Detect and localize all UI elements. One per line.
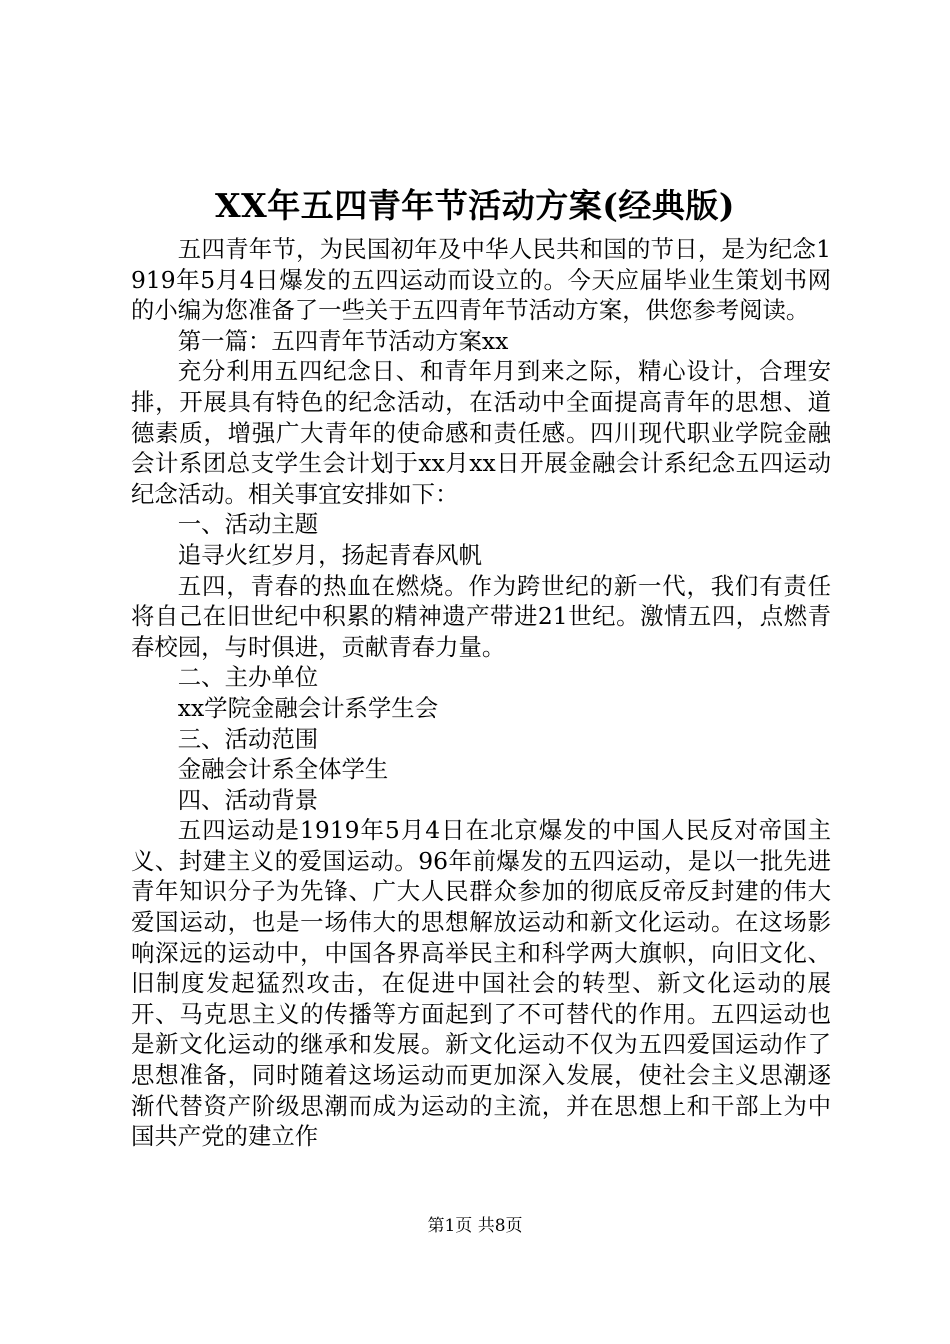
section-heading-organizer: 二、主办单位 bbox=[177, 663, 319, 692]
paragraph-intro: 五四青年节，为民国初年及中华人民共和国的节日，是为纪念1919年5月4日爆发的五四运动而设立的。今天应届毕业生策划书网的小编为您准备了一些关于五四青年节活动方案，供您参考阅读。 bbox=[131, 235, 831, 325]
paragraph-organizer: xx学院金融会计系学生会 bbox=[177, 693, 439, 722]
paragraph-scope: 金融会计系全体学生 bbox=[177, 755, 389, 784]
section-heading-theme: 一、活动主题 bbox=[177, 510, 319, 539]
document-title: XX年五四青年节活动方案(经典版) bbox=[215, 186, 735, 225]
paragraph-theme: 追寻火红岁月，扬起青春风帆 bbox=[177, 540, 482, 569]
document-body bbox=[131, 234, 831, 1152]
section-heading-part-one: 第一篇：五四青年节活动方案xx bbox=[177, 326, 509, 355]
paragraph-background: 五四运动是1919年5月4日在北京爆发的中国人民反对帝国主义、封建主义的爱国运动。96年前爆发的五四运动，是以一批先进青年知识分子为先锋、广大人民群众参加的彻底反帝反封建的伟大爱国运动，也是一场伟大的思想解放运动和新文化运动。在这场影响深远的运动中，中国各界高举民主和科学两大旗帜，向旧文化、旧制度发起猛烈攻击，在促进中国社会的转型、新文化运动的展开、马克思主义的传播等方面起到了不可替代的作用。五四运动也是新文化运动的继承和发展。新文化运动不仅为五四爱国运动作了思想准备，同时随着这场运动而更加深入发展，使社会主义思潮逐渐代替资产阶级思潮而成为运动的主流，并在思想上和干部上为中国共产党的建立作 bbox=[131, 816, 831, 1151]
paragraph-overview: 充分利用五四纪念日、和青年月到来之际，精心设计，合理安排，开展具有特色的纪念活动，在活动中全面提高青年的思想、道德素质，增强广大青年的使命感和责任感。四川现代职业学院金融会计系团总支学生会计划于xx月xx日开展金融会计系纪念五四运动纪念活动。相关事宜安排如下： bbox=[131, 357, 831, 508]
section-heading-background: 四、活动背景 bbox=[177, 785, 319, 814]
paragraph-theme-detail: 五四，青春的热血在燃烧。作为跨世纪的新一代，我们有责任将自己在旧世纪中积累的精神遗产带进21世纪。激情五四，点燃青春校园，与时俱进，贡献青春力量。 bbox=[131, 571, 831, 661]
page-number-footer: 第1页 共8页 bbox=[427, 1216, 523, 1236]
section-heading-scope: 三、活动范围 bbox=[177, 724, 319, 753]
